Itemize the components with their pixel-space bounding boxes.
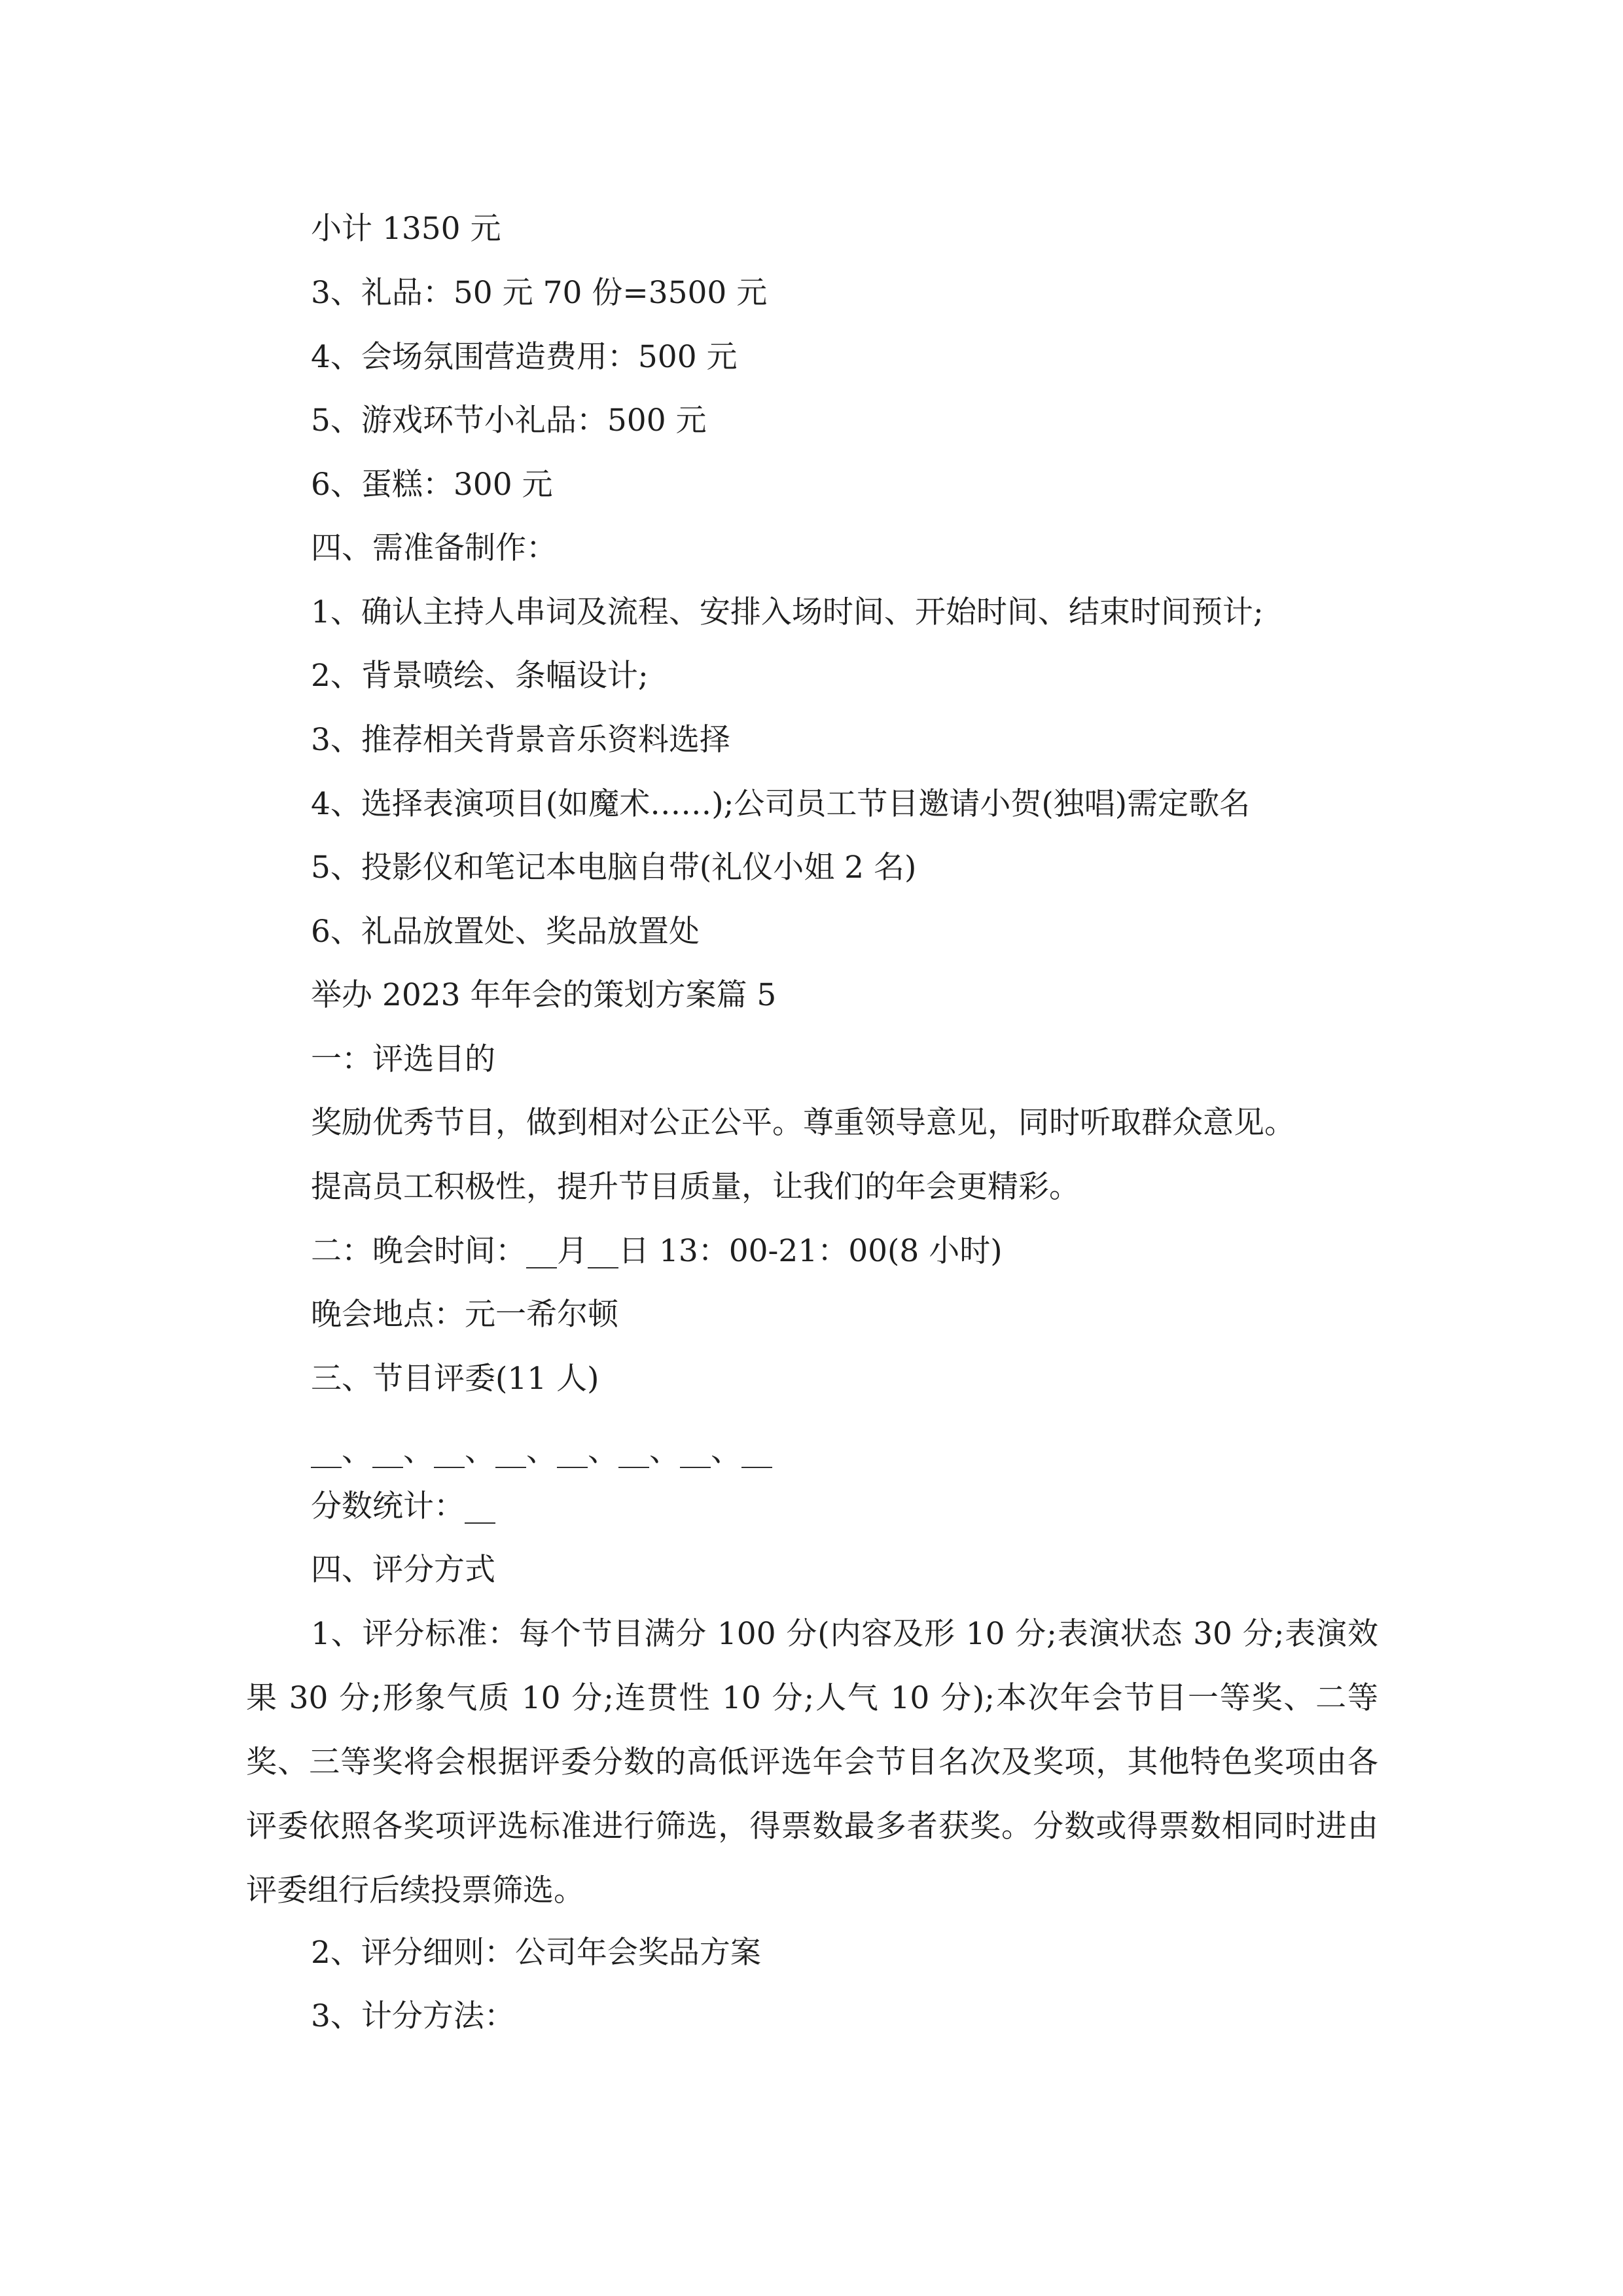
- line-venue-decoration: 4、会场氛围营造费用：500 元: [311, 339, 738, 375]
- line-score-statistics: 分数统计：__: [311, 1488, 495, 1524]
- line-scoring-method: 3、计分方法：: [311, 1998, 515, 2034]
- section-heading-purpose: 一：评选目的: [311, 1041, 495, 1077]
- line-party-venue: 晚会地点：元一希尔顿: [311, 1297, 618, 1333]
- line-judge-blanks: __、__、__、__、__、__、__、__: [311, 1433, 772, 1469]
- line-subtotal: 小计 1350 元: [311, 211, 501, 247]
- section-heading-judges: 三、节目评委(11 人): [311, 1361, 599, 1397]
- line-party-time: 二：晚会时间：__月__日 13：00-21：00(8 小时): [311, 1233, 1003, 1269]
- line-cake: 6、蛋糕：300 元: [311, 467, 553, 503]
- line-prep-5: 5、投影仪和笔记本电脑自带(礼仪小姐 2 名): [311, 850, 917, 886]
- line-prep-2: 2、背景喷绘、条幅设计;: [311, 658, 649, 694]
- line-purpose-1: 奖励优秀节目，做到相对公正公平。尊重领导意见，同时听取群众意见。: [311, 1105, 1295, 1141]
- line-purpose-2: 提高员工积极性，提升节目质量，让我们的年会更精彩。: [311, 1169, 1080, 1205]
- line-gifts: 3、礼品：50 元 70 份=3500 元: [311, 275, 768, 311]
- line-game-prizes: 5、游戏环节小礼品：500 元: [311, 403, 707, 439]
- line-prep-4: 4、选择表演项目(如魔术……);公司员工节目邀请小贺(独唱)需定歌名: [311, 786, 1251, 822]
- line-prep-6: 6、礼品放置处、奖品放置处: [311, 914, 700, 950]
- line-scoring-details: 2、评分细则：公司年会奖品方案: [311, 1935, 761, 1971]
- section-heading-preparation: 四、需准备制作：: [311, 530, 557, 566]
- paragraph-scoring-criteria: 1、评分标准：每个节目满分 100 分(内容及形 10 分;表演状态 30 分;表演效果 30 分;形象气质 10 分;连贯性 10 分;人气 10 分);本次年会节目一等奖、二等奖、三等奖将会根据评委分数的高低评选年会节目名次及奖项，其他特色奖项由各评委依照各奖项评选标准进行筛选，得票数最多者获奖。分数或得票数相同时进由评委组行后续投票筛选。: [246, 1616, 1378, 1909]
- line-prep-3: 3、推荐相关背景音乐资料选择: [311, 722, 730, 758]
- section-heading-scoring: 四、评分方式: [311, 1552, 495, 1588]
- line-prep-1: 1、确认主持人串词及流程、安排入场时间、开始时间、结束时间预计;: [311, 594, 1264, 630]
- article-title: 举办 2023 年年会的策划方案篇 5: [311, 977, 777, 1013]
